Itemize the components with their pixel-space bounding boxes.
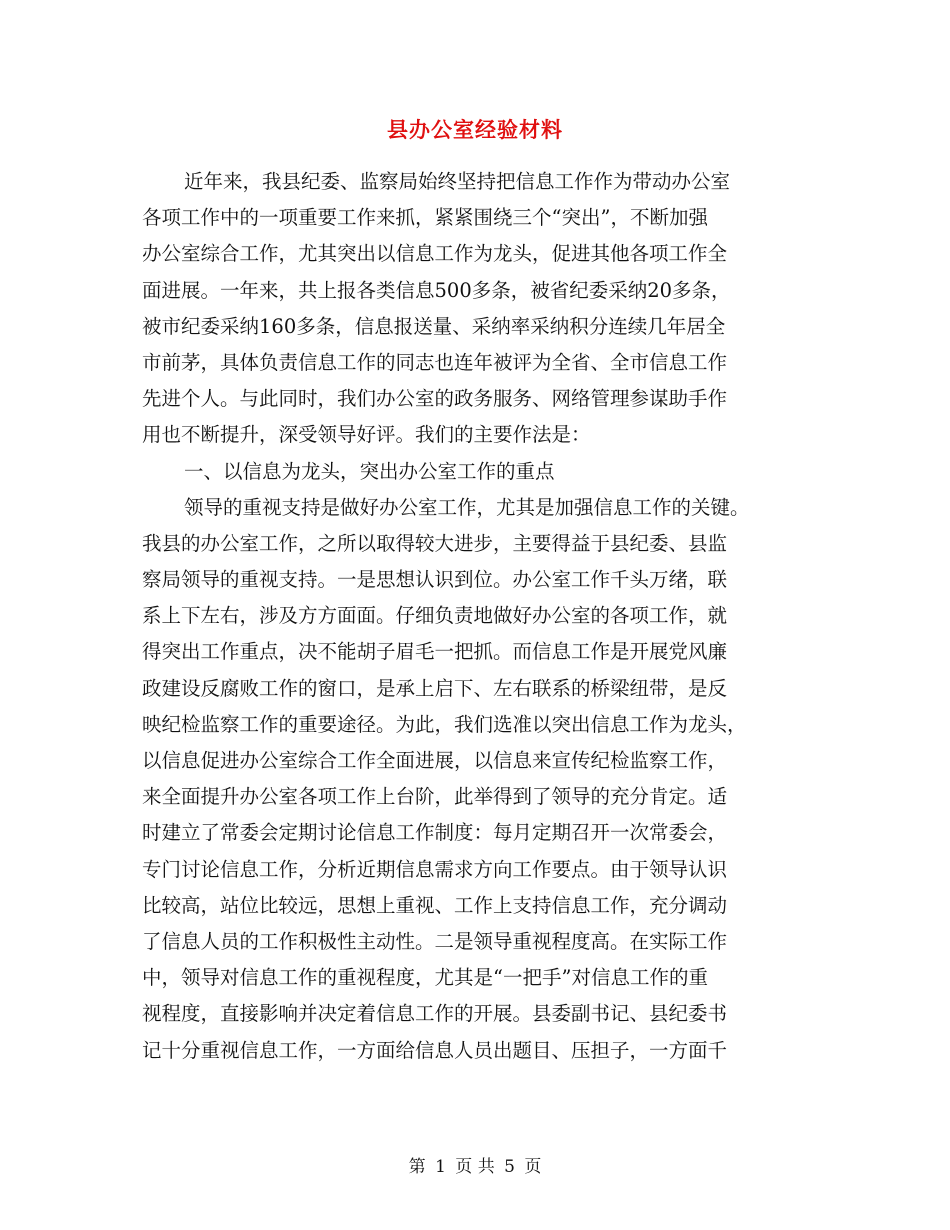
body-line: 各项工作中的一项重要工作来抓，紧紧围绕三个“突出”，不断加强	[142, 206, 708, 230]
body-line: 中，领导对信息工作的重视程度，尤其是“一把手”对信息工作的重	[142, 966, 708, 990]
body-line: 办公室综合工作，尤其突出以信息工作为龙头，促进其他各项工作全	[142, 242, 728, 266]
body-line: 了信息人员的工作积极性主动性。二是领导重视程度高。在实际工作	[142, 929, 728, 953]
body-line: 专门讨论信息工作，分析近期信息需求方向工作要点。由于领导认识	[142, 857, 728, 881]
body-line: 比较高，站位比较远，思想上重视、工作上支持信息工作，充分调动	[142, 893, 728, 917]
body-line: 以信息促进办公室综合工作全面进展，以信息来宣传纪检监察工作，	[142, 749, 728, 772]
footer-suffix: 页	[524, 1157, 542, 1177]
body-line: 先进个人。与此同时，我们办公室的政务服务、网络管理参谋助手作	[142, 387, 728, 411]
body-line: 察局领导的重视支持。一是思想认识到位。办公室工作千头万绪，联	[142, 568, 728, 592]
page-footer	[0, 1152, 950, 1177]
footer-mid: 页 共	[455, 1157, 495, 1177]
body-line: 被市纪委采纳160多条，信息报送量、采纳率采纳积分连续几年居全	[142, 314, 726, 338]
body-line: 政建设反腐败工作的窗口，是承上启下、左右联系的桥梁纽带，是反	[142, 676, 728, 700]
body-line: 系上下左右，涉及方方面面。仔细负责地做好办公室的各项工作，就	[142, 604, 728, 628]
body-line: 市前茅，具体负责信息工作的同志也连年被评为全省、全市信息工作	[142, 350, 728, 374]
section-heading: 一、以信息为龙头，突出办公室工作的重点	[184, 459, 555, 483]
document-title: 县办公室经验材料	[387, 117, 563, 142]
body-line: 记十分重视信息工作，一方面给信息人员出题目、压担子，一方面千	[142, 1038, 728, 1062]
body-line: 面进展。一年来，共上报各类信息500多条，被省纪委采纳20多条，	[142, 278, 731, 302]
body-line: 来全面提升办公室各项工作上台阶，此举得到了领导的充分肯定。适	[142, 785, 728, 809]
body-line: 用也不断提升，深受领导好评。我们的主要作法是：	[142, 423, 591, 447]
document-body	[142, 164, 792, 1069]
body-line: 映纪检监察工作的重要途径。为此，我们选准以突出信息工作为龙头，	[142, 712, 747, 736]
footer-page-number: 1	[435, 1157, 446, 1177]
body-line: 时建立了常委会定期讨论信息工作制度：每月定期召开一次常委会，	[142, 821, 728, 845]
body-line: 我县的办公室工作，之所以取得较大进步，主要得益于县纪委、县监	[142, 531, 728, 555]
footer-total-pages: 5	[504, 1157, 515, 1177]
footer-prefix: 第	[408, 1157, 426, 1177]
body-line: 视程度，直接影响并决定着信息工作的开展。县委副书记、县纪委书	[142, 1002, 728, 1026]
body-line: 近年来，我县纪委、监察局始终坚持把信息工作作为带动办公室	[184, 170, 731, 193]
body-line: 领导的重视支持是做好办公室工作，尤其是加强信息工作的关键。	[184, 495, 750, 519]
body-line: 得突出工作重点，决不能胡子眉毛一把抓。而信息工作是开展党风廉	[142, 640, 728, 664]
